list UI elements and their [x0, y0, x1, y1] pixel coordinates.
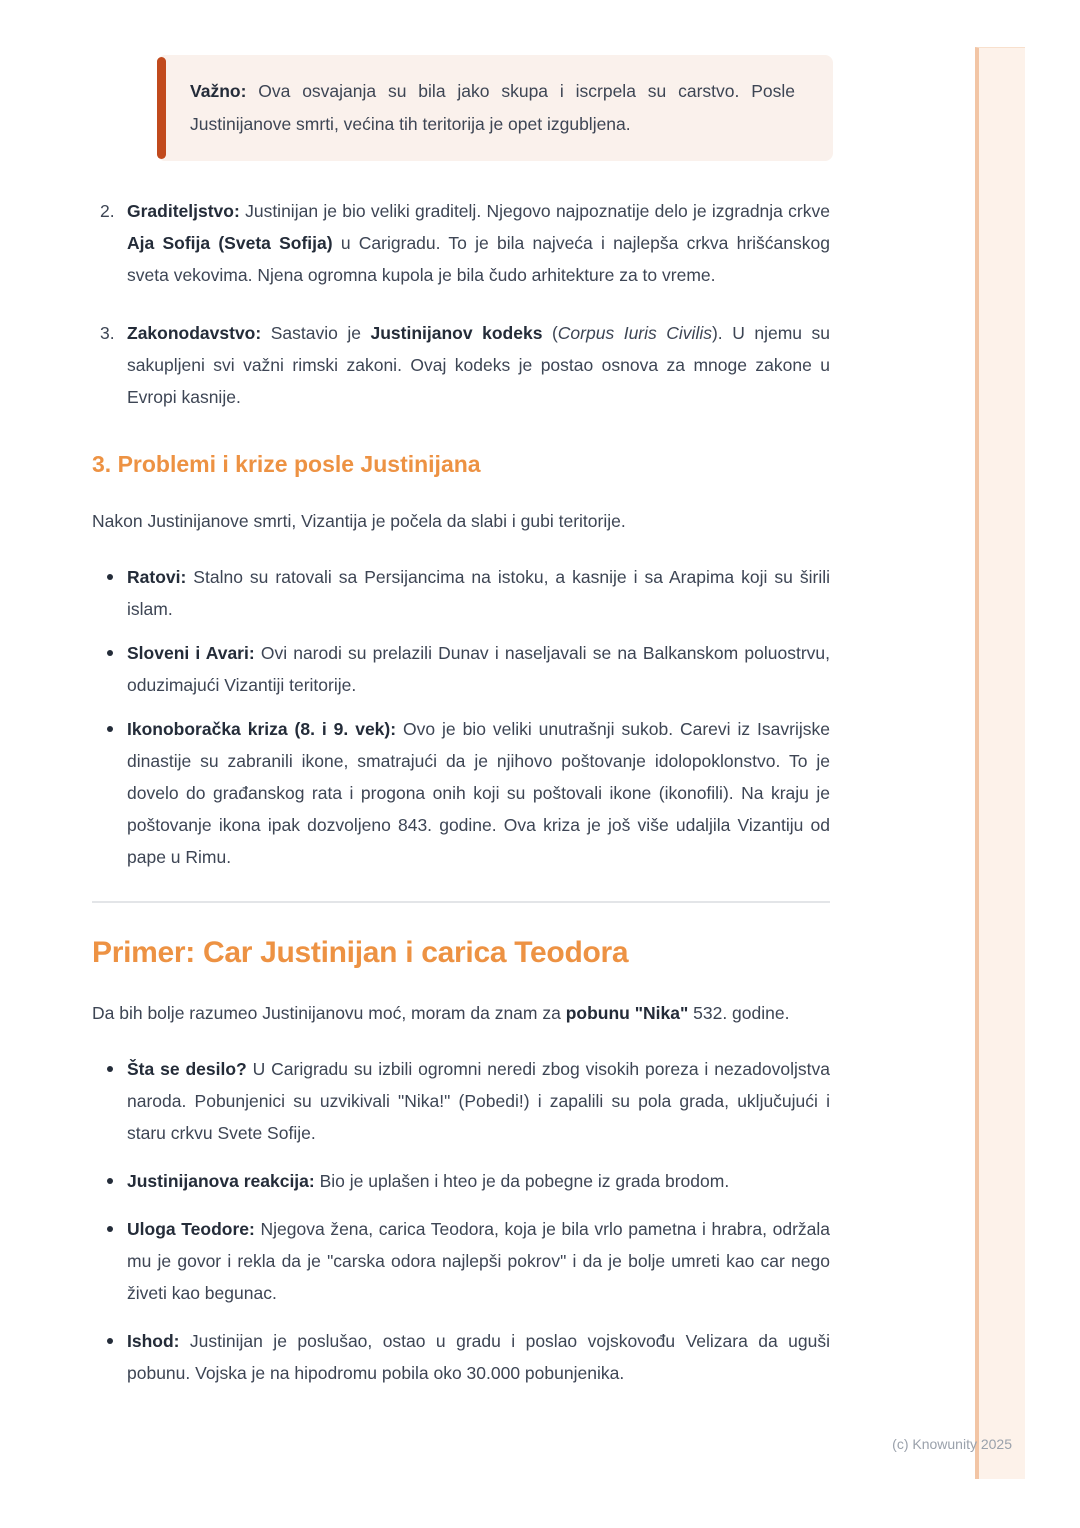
item-number: 2.: [100, 201, 115, 221]
bullet-text: Uloga Teodore: Njegova žena, carica Teodora, koja je bila vrlo pametna i hrabra, održala mu je govor i rekla da je "carska odora najlepši pokrov" i da je bolje umreti kao car nego živeti kao begunac.: [127, 1219, 831, 1303]
bullet-text: Justinijanova reakcija: Bio je uplašen i hteo je da pobegne iz grada brodom.: [127, 1171, 730, 1191]
bullet-list-primer: [92, 1053, 830, 1389]
section-divider: [92, 901, 830, 903]
numbered-item-zakonodavstvo: [92, 317, 830, 413]
section-intro-primer: Da bih bolje razumeo Justinijanovu moć, moram da znam za pobunu "Nika" 532. godine.: [92, 1003, 790, 1023]
numbered-item-text: Graditeljstvo: Justinijan je bio veliki graditelj. Njegovo najpoznatije delo je izgradnja crkve Aja Sofija (Sveta Sofija) u Carigradu. To je bila najveća i najlepša crkva hrišćanskog sveta vekovima. Njena ogromna kupola je bila čudo arhitekture za to vreme.: [127, 201, 830, 285]
bullet-text: Ikonoboračka kriza (8. i 9. vek): Ovo je bio veliki unutrašnji sukob. Carevi iz Isavrijske dinastije su zabranili ikone, smatrajući da je njihovo poštovanje idolopoklonstvo. To je dovelo do građanskog rata i progona onih koji su poštovali ikone (ikonofili). Na kraju je poštovanje ikona ipak dozvoljeno 843. godine. Ova kriza je još više udaljila Vizantiju od pape u Rimu.: [127, 719, 830, 867]
bullet-justinijanova-reakcija: [92, 1165, 830, 1197]
copyright-watermark: (c) Knowunity 2025: [892, 1436, 1012, 1452]
bullet-text: Šta se desilo? U Carigradu su izbili ogromni neredi zbog visokih poreza i nezadovoljstva naroda. Pobunjenici su uzvikivali "Nika!" (Pobedi!) i zapalili su pola grada, uključujući i staru crkvu Svete Sofije.: [127, 1059, 830, 1143]
section-title-problemi: 3. Problemi i krize posle Justinijana: [92, 451, 481, 477]
bullet-text: Ishod: Justinijan je poslušao, ostao u gradu i poslao vojskovođu Velizara da uguši pobunu. Vojska je na hipodromu pobila oko 30.000 pobunjenika.: [127, 1331, 830, 1383]
bullet-sta-se-desilo: [92, 1053, 830, 1149]
numbered-item-graditeljstvo: [92, 195, 830, 291]
bullet-ishod: [92, 1325, 830, 1389]
important-callout: [157, 55, 833, 161]
section-title-primer: Primer: Car Justinijan i carica Teodora: [92, 936, 629, 969]
bullet-text: Ratovi: Stalno su ratovali sa Persijancima na istoku, a kasnije i sa Arapima koji su širili islam.: [127, 567, 830, 619]
bullet-ikonoboracka-kriza: [92, 713, 830, 873]
callout-accent-bar: [157, 57, 166, 159]
bullet-sloveni-avari: [92, 637, 830, 701]
bullet-list-problemi: [92, 561, 830, 873]
numbered-list: [92, 195, 830, 413]
document-content: [92, 0, 830, 1389]
next-page-edge: [975, 47, 1025, 1479]
item-number: 3.: [100, 323, 115, 343]
bullet-uloga-teodore: [92, 1213, 830, 1309]
bullet-ratovi: [92, 561, 830, 625]
callout-text: Važno: Ova osvajanja su bila jako skupa i iscrpela su carstvo. Posle Justinijanove smrti, većina tih teritorija je opet izgubljena.: [190, 81, 795, 134]
section-intro-problemi: Nakon Justinijanove smrti, Vizantija je počela da slabi i gubi teritorije.: [92, 511, 626, 531]
numbered-item-text: Zakonodavstvo: Sastavio je Justinijanov kodeks (Corpus Iuris Civilis). U njemu su sakupljeni svi važni rimski zakoni. Ovaj kodeks je postao osnova za mnoge zakone u Evropi kasnije.: [127, 323, 831, 407]
bullet-text: Sloveni i Avari: Ovi narodi su prelazili Dunav i naseljavali se na Balkanskom poluostrvu, oduzimajući Vizantiji teritorije.: [127, 643, 830, 695]
